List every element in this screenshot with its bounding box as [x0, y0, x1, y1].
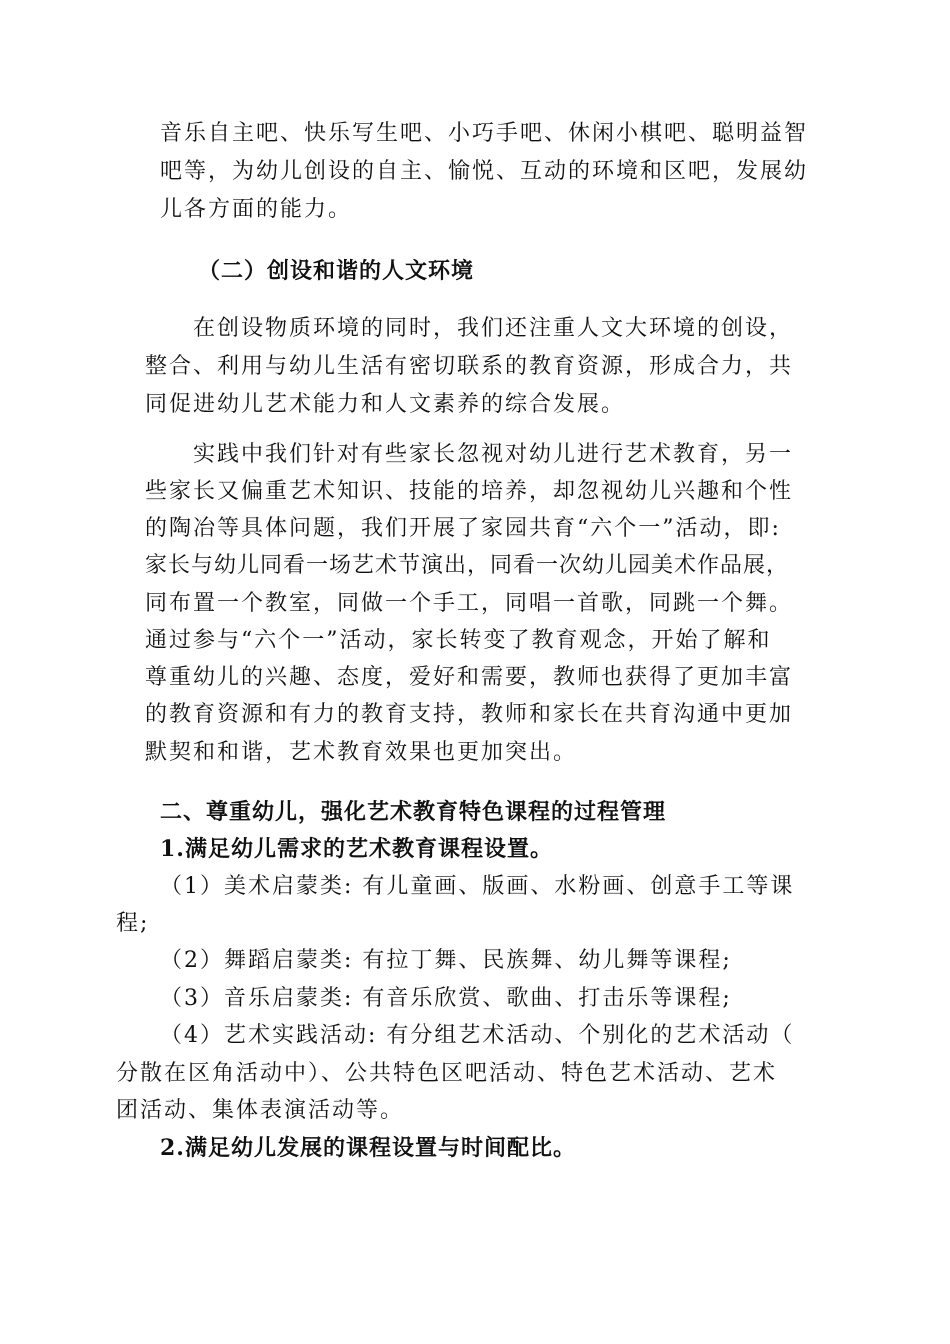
subsection-heading: 1.满足幼儿需求的艺术教育课程设置。: [160, 836, 553, 862]
text-line: 整合、利用与幼儿生活有密切联系的教育资源，形成合力，共: [145, 354, 794, 379]
text-line: 团活动、集体表演活动等。: [116, 1098, 405, 1123]
text-line: 在创设物质环境的同时，我们还注重人文大环境的创设，: [193, 316, 794, 341]
text-line: 实践中我们针对有些家长忽视对幼儿进行艺术教育，另一: [193, 442, 794, 467]
text-line: 音乐自主吧、快乐写生吧、小巧手吧、休闲小棋吧、聪明益智: [160, 121, 809, 146]
text-line: 同布置一个教室，同做一个手工，同唱一首歌，同跳一个舞。: [145, 591, 794, 616]
text-line: 吧等，为幼儿创设的自主、愉悦、互动的环境和区吧，发展幼: [160, 159, 809, 184]
text-line: 同促进幼儿艺术能力和人文素养的综合发展。: [145, 392, 626, 417]
text-line: 的教育资源和有力的教育支持，教师和家长在共育沟通中更加: [145, 702, 794, 727]
list-item: （1）美术启蒙类: 有儿童画、版画、水粉画、创意手工等课: [160, 874, 795, 899]
subsection-heading: 2.满足幼儿发展的课程设置与时间配比。: [160, 1135, 576, 1161]
section-heading: （二）创设和谐的人文环境: [198, 258, 475, 284]
text-line: 家长与幼儿同看一场艺术节演出，同看一次幼儿园美术作品展，: [145, 553, 790, 578]
text-line: 分散在区角活动中）、公共特色区吧活动、特色艺术活动、艺术: [116, 1061, 778, 1086]
text-line: 些家长又偏重艺术知识、技能的培养，却忽视幼儿兴趣和个性: [145, 479, 794, 504]
list-item: （3）音乐启蒙类: 有音乐欣赏、歌曲、打击乐等课程;: [160, 986, 732, 1011]
chapter-heading: 二、尊重幼儿，强化艺术教育特色课程的过程管理: [160, 799, 667, 825]
text-line: 默契和和谐，艺术教育效果也更加突出。: [145, 740, 578, 765]
list-item: （2）舞蹈启蒙类: 有拉丁舞、民族舞、幼儿舞等课程;: [160, 948, 732, 973]
text-line: 通过参与“六个一”活动，家长转变了教育观念，开始了解和: [145, 628, 772, 653]
text-line: 的陶冶等具体问题，我们开展了家园共育“六个一”活动，即:: [145, 516, 781, 541]
text-line: 尊重幼儿的兴趣、态度，爱好和需要，教师也获得了更加丰富: [145, 665, 794, 690]
text-line: 儿各方面的能力。: [160, 197, 353, 222]
list-item: （4）艺术实践活动: 有分组艺术活动、个别化的艺术活动（: [160, 1023, 795, 1048]
text-line: 程;: [116, 911, 150, 936]
